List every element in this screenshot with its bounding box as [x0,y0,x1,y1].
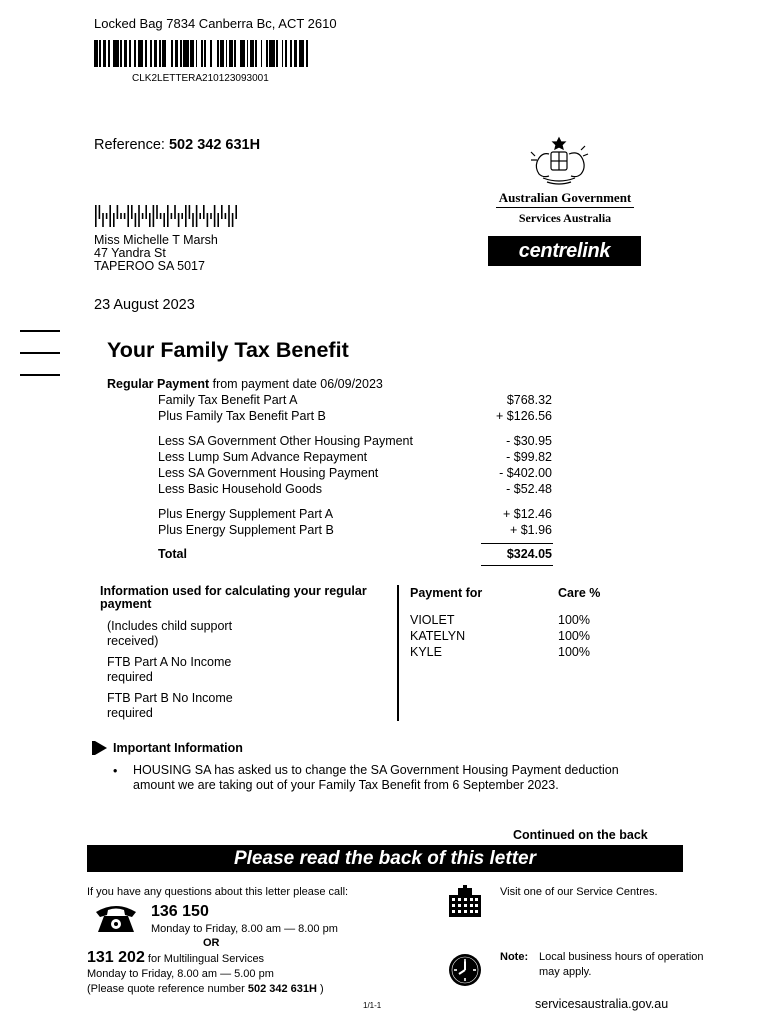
info-note-line: required [107,706,153,720]
reference-number: 502 342 631H [168,137,261,153]
payment-amount: + $1.96 [509,523,552,537]
payment-for-header: Payment for [410,586,483,600]
postal-bar [113,213,115,227]
postal-bar [225,213,227,219]
multi-hours: Monday to Friday, 8.00 am — 5.00 pm [87,968,274,980]
postal-bar [109,205,111,227]
postal-bar [178,213,180,227]
quote-number: 502 342 631H [247,983,317,995]
child-care: 100% [558,645,590,659]
fold-mark [20,330,60,332]
postal-bar [124,213,126,219]
postal-bar [127,205,129,227]
payment-label: Plus Family Tax Benefit Part B [158,409,326,423]
fold-mark [20,374,60,376]
info-note-line: FTB Part A No Income [107,655,232,669]
postal-bar [149,213,151,227]
quote-suffix: ) [316,983,324,995]
important-text [133,763,619,793]
postal-bar [181,213,183,219]
payment-row [158,481,552,497]
postal-bar [145,205,147,219]
note-line: may apply. [539,966,592,978]
total-amount: $324.05 [506,547,552,561]
phone-main-hours: Monday to Friday, 8.00 am — 8.00 pm [151,923,338,935]
postal-bar [171,213,173,219]
postal-bar [185,205,187,227]
total-rule-bottom [481,565,553,566]
payment-label: Less Lump Sum Advance Repayment [158,450,368,464]
info-heading [100,585,390,611]
regular-payment-from: from payment date 06/09/2023 [209,377,383,391]
postal-bar [189,205,191,219]
postal-bar [160,213,162,219]
regular-payment-label: Regular Payment [107,377,210,391]
total-row [158,546,552,562]
postal-bar [153,205,155,227]
fold-mark [20,352,60,354]
payment-label: Less Basic Household Goods [158,482,322,496]
recipient-suburb: TAPEROO SA 5017 [94,259,205,273]
clock-icon [448,953,482,987]
payment-row [158,408,552,424]
payment-amount: - $99.82 [506,450,552,464]
payment-row [158,449,552,465]
postal-bar [192,213,194,227]
info-note-line: FTB Part B No Income [107,691,233,705]
child-care: 100% [558,613,590,627]
postal-bar [174,205,176,219]
telephone-icon [92,902,140,934]
info-divider [397,585,399,721]
postal-bar [235,205,237,219]
total-rule-top [481,543,553,544]
payment-label: Family Tax Benefit Part A [158,393,298,407]
postal-bar [199,213,201,219]
payment-amount: + $12.46 [502,507,552,521]
child-care: 100% [558,629,590,643]
payment-row [158,522,552,538]
care-header: Care % [558,586,601,600]
postal-bar [120,213,122,219]
postal-bar [232,213,234,227]
postal-barcode [94,205,239,227]
info-note [107,691,233,721]
payment-row [158,433,552,449]
phone-main: 136 150 [151,903,209,920]
payment-amount: + $126.56 [496,409,552,423]
postal-bar [142,213,144,219]
barcode-bar [308,40,312,67]
payment-label: Less SA Government Housing Payment [158,466,379,480]
recipient-address [94,232,218,274]
info-heading-line2: payment [100,597,152,611]
postal-bar [214,205,216,227]
regular-payment-heading [107,376,383,392]
or-text: OR [203,937,220,949]
child-name: KATELYN [410,629,466,643]
postal-bar [135,213,137,227]
recipient-street: 47 Yandra St [94,246,166,260]
logo-government: Australian Government [498,190,632,205]
payment-row [158,506,552,522]
child-name: KYLE [410,645,442,659]
info-heading-line1: Information used for calculating your regular [100,584,367,598]
important-bullet: • [113,764,118,778]
total-label: Total [158,547,187,561]
triangle-arrow-icon [92,740,108,756]
postal-bar [167,205,169,227]
coat-of-arms-icon [527,134,591,188]
visit-text: Visit one of our Service Centres. [500,886,658,898]
website-link[interactable]: servicesaustralia.gov.au [535,997,669,1011]
note-text [539,950,704,980]
postal-bar [131,205,133,219]
postal-bar [207,213,209,227]
payment-amount: $768.32 [506,393,552,407]
important-line: amount we are taking out of your Family Tax Benefit from 6 September 2023. [133,778,559,792]
postal-bar [138,205,140,227]
payment-amount: - $52.48 [506,482,552,496]
important-line: HOUSING SA has asked us to change the SA Government Housing Payment deduction [133,763,619,777]
continued-note: Continued on the back [513,828,648,842]
page-number: 1/1-1 [363,1001,382,1010]
logo-agency: Services Australia [518,211,612,225]
barcode-code: CLK2LETTERA210123093001 [132,73,269,84]
postal-bar [95,205,97,227]
centrelink-logo: centrelink [488,236,641,266]
phone-multi: 131 202 [87,949,145,966]
letter-date: 23 August 2023 [94,297,195,313]
multi-label: for Multilingual Services [144,953,265,965]
read-back-banner: Please read the back of this letter [87,845,683,872]
postal-bar [117,205,119,219]
postal-bar [221,205,223,219]
postal-bar [99,205,101,219]
payment-amount: - $30.95 [506,434,552,448]
postal-bar [156,205,158,219]
info-note [107,619,232,649]
important-heading: Important Information [113,741,243,755]
child-name: VIOLET [410,613,455,627]
questions-text: If you have any questions about this letter please call: [87,886,349,898]
page-title: Your Family Tax Benefit [107,338,349,362]
building-icon [448,885,482,918]
payment-amount: - $402.00 [499,466,552,480]
return-address: Locked Bag 7834 Canberra Bc, ACT 2610 [94,16,337,31]
reference-line [94,136,260,154]
note-line: Local business hours of operation [539,951,704,963]
payment-label: Plus Energy Supplement Part A [158,507,334,521]
reference-label: Reference: [94,137,169,153]
postal-bar [102,213,104,227]
phone-multi-line [87,948,264,969]
note-label: Note: [500,951,529,963]
recipient-name: Miss Michelle T Marsh [94,233,218,247]
postal-bar [228,205,230,227]
info-note-line: received) [107,634,159,648]
info-note-line: (Includes child support [107,619,233,633]
payment-label: Plus Energy Supplement Part B [158,523,334,537]
info-note-line: required [107,670,153,684]
payment-row [158,465,552,481]
quote-prefix: (Please quote reference number [87,983,248,995]
barcode [94,40,312,67]
payment-label: Less SA Government Other Housing Payment [158,434,413,448]
postal-bar [106,213,108,219]
postal-bar [203,205,205,219]
postal-bar [210,213,212,219]
postal-bar [196,205,198,227]
info-note [107,655,231,685]
postal-bar [217,213,219,227]
quote-reference [87,982,324,996]
logo-divider [496,207,634,208]
payment-row [158,392,552,408]
postal-bar [163,213,165,227]
